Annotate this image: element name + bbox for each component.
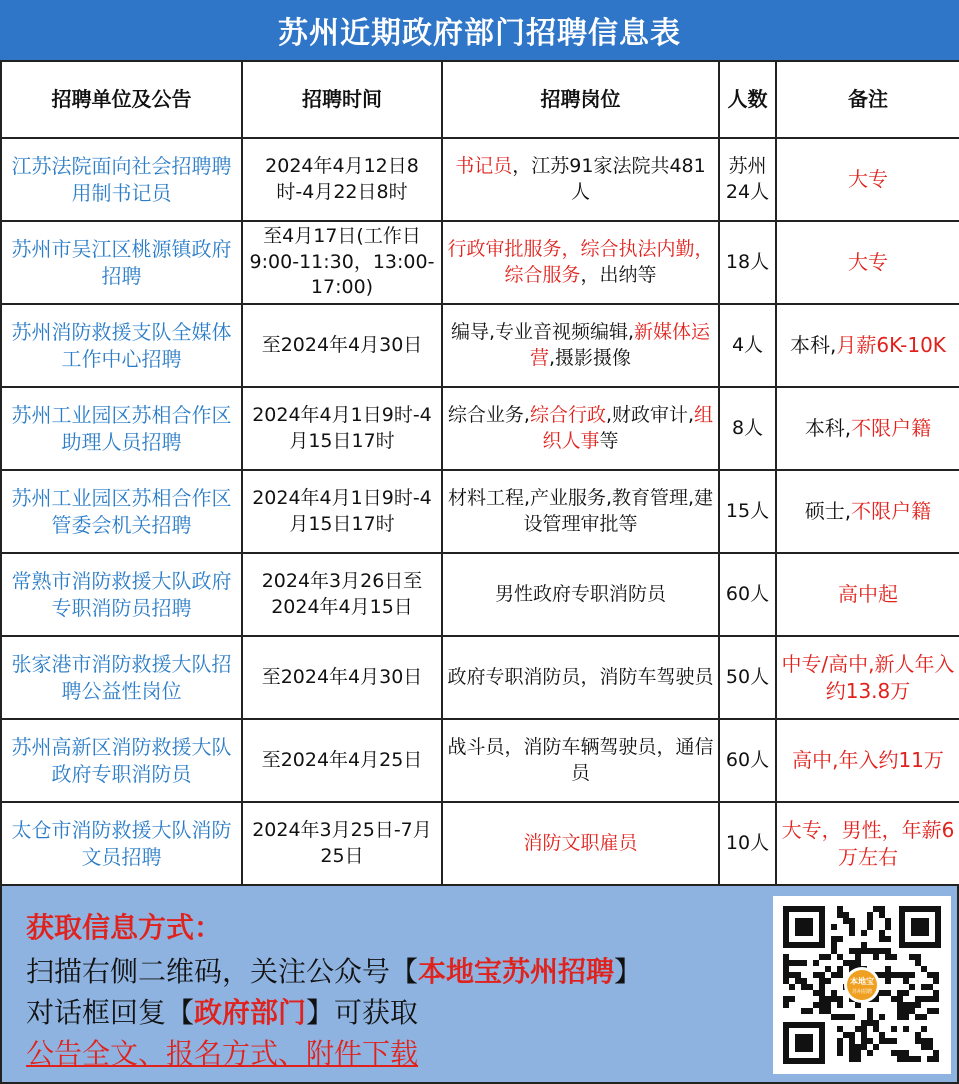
position-segment: 男性政府专职消防员 (494, 582, 666, 605)
org-cell: 苏州工业园区苏相合作区助理人员招聘 (1, 387, 242, 470)
count-cell: 8人 (719, 387, 776, 470)
position-segment: 综合业务, (447, 403, 530, 426)
count-cell: 60人 (719, 553, 776, 636)
note-segment: 本科, (804, 416, 852, 440)
table-row (1, 304, 959, 387)
note-cell (776, 304, 959, 387)
footer-line-2-suffix: 】可获取 (306, 996, 419, 1029)
note-segment: 不限户籍 (851, 499, 932, 523)
count-cell: 10人 (719, 802, 776, 885)
note-segment: 高中,年入约11万 (792, 748, 944, 772)
footer-line-2 (26, 991, 418, 1031)
count-cell: 50人 (719, 636, 776, 719)
time-cell: 至2024年4月30日 (242, 304, 442, 387)
time-cell: 2024年3月26日至2024年4月15日 (242, 553, 442, 636)
table-row (1, 802, 959, 885)
note-cell (776, 636, 959, 719)
position-segment: 书记员 (455, 154, 513, 177)
header-note: 备注 (776, 61, 959, 138)
qr-logo-sub: 苏州招聘 (851, 989, 873, 995)
qr-logo-text: 本地宝 (850, 977, 874, 986)
position-cell (442, 221, 719, 304)
table-row (1, 553, 959, 636)
position-cell (442, 470, 719, 553)
org-cell: 江苏法院面向社会招聘聘用制书记员 (1, 138, 242, 221)
note-segment: 大专 (848, 250, 888, 274)
page-title: 苏州近期政府部门招聘信息表 (0, 0, 959, 60)
footer-download-link[interactable]: 公告全文、报名方式、附件下载 (26, 1037, 419, 1070)
time-cell: 至2024年4月30日 (242, 636, 442, 719)
note-cell (776, 221, 959, 304)
org-cell: 苏州消防救援支队全媒体工作中心招聘 (1, 304, 242, 387)
position-segment: 材料工程,产业服务,教育管理,建设管理审批等 (447, 486, 714, 535)
note-cell (776, 802, 959, 885)
footer-line-2-prefix: 对话框回复【 (26, 996, 195, 1029)
table-row (1, 470, 959, 553)
position-segment: 组织人事 (542, 403, 714, 452)
table-row (1, 138, 959, 221)
footer-line-1-prefix: 扫描右侧二维码，关注公众号【 (26, 955, 419, 988)
org-cell: 太仓市消防救援大队消防文员招聘 (1, 802, 242, 885)
position-segment: ，出纳等 (580, 263, 657, 286)
position-segment: ，江苏91家法院共481人 (512, 154, 706, 203)
position-cell (442, 138, 719, 221)
count-cell: 18人 (719, 221, 776, 304)
position-segment: 编导,专业音视频编辑, (450, 320, 635, 343)
table-row (1, 387, 959, 470)
note-cell (776, 138, 959, 221)
time-cell: 至4月17日(工作日9:00-11:30，13:00-17:00) (242, 221, 442, 304)
table-row (1, 636, 959, 719)
note-segment: 高中起 (838, 582, 898, 606)
footer-account-name: 本地宝苏州招聘 (418, 955, 615, 988)
position-segment: 新媒体运营 (529, 320, 711, 369)
count-cell: 4人 (719, 304, 776, 387)
org-cell: 苏州市吴江区桃源镇政府招聘 (1, 221, 242, 304)
position-cell (442, 387, 719, 470)
org-cell: 常熟市消防救援大队政府专职消防员招聘 (1, 553, 242, 636)
time-cell: 2024年4月1日9时-4月15日17时 (242, 387, 442, 470)
position-segment: ,摄影摄像 (548, 346, 632, 369)
position-segment: 行政审批服务，综合执法内勤，综合服务 (447, 237, 714, 286)
position-segment: 等 (599, 429, 619, 452)
position-cell (442, 802, 719, 885)
note-segment: 本科, (790, 333, 837, 357)
position-cell (442, 553, 719, 636)
position-segment: 消防文职雇员 (523, 831, 638, 854)
position-cell (442, 304, 719, 387)
position-segment: 综合行政 (529, 403, 606, 426)
position-cell (442, 636, 719, 719)
position-cell (442, 719, 719, 802)
note-cell (776, 387, 959, 470)
time-cell: 2024年4月12日8时-4月22日8时 (242, 138, 442, 221)
count-cell: 60人 (719, 719, 776, 802)
recruitment-table (0, 60, 959, 886)
org-cell: 苏州高新区消防救援大队政府专职消防员 (1, 719, 242, 802)
position-segment: 战斗员，消防车辆驾驶员，通信员 (447, 735, 714, 784)
table-row (1, 221, 959, 304)
count-cell: 15人 (719, 470, 776, 553)
header-org: 招聘单位及公告 (1, 61, 242, 138)
note-cell (776, 470, 959, 553)
footer-line-1-suffix: 】 (614, 955, 643, 988)
note-segment: 中专/高中,新人年入约13.8万 (781, 651, 955, 703)
note-segment: 不限户籍 (851, 416, 932, 440)
time-cell: 至2024年4月25日 (242, 719, 442, 802)
footer-line-1 (26, 950, 642, 990)
org-cell: 苏州工业园区苏相合作区管委会机关招聘 (1, 470, 242, 553)
footer-keyword: 政府部门 (194, 996, 307, 1029)
count-cell: 苏州24人 (719, 138, 776, 221)
note-segment: 大专，男性，年薪6万左右 (781, 817, 955, 869)
note-cell (776, 719, 959, 802)
qr-code-icon[interactable] (773, 896, 951, 1074)
org-cell: 张家港市消防救援大队招聘公益性岗位 (1, 636, 242, 719)
note-segment: 硕士, (804, 499, 852, 523)
header-position: 招聘岗位 (442, 61, 719, 138)
time-cell: 2024年3月25日-7月25日 (242, 802, 442, 885)
header-count: 人数 (719, 61, 776, 138)
table-row (1, 719, 959, 802)
footer-heading: 获取信息方式： (26, 911, 223, 944)
note-segment: 大专 (848, 167, 888, 191)
position-segment: ,财政审计, (605, 403, 695, 426)
note-cell (776, 553, 959, 636)
header-time: 招聘时间 (242, 61, 442, 138)
footer-panel (0, 884, 959, 1084)
note-segment: 月薪6K-10K (836, 333, 946, 357)
time-cell: 2024年4月1日9时-4月15日17时 (242, 470, 442, 553)
table-header-row (1, 61, 959, 138)
position-segment: 政府专职消防员，消防车驾驶员 (447, 665, 714, 688)
